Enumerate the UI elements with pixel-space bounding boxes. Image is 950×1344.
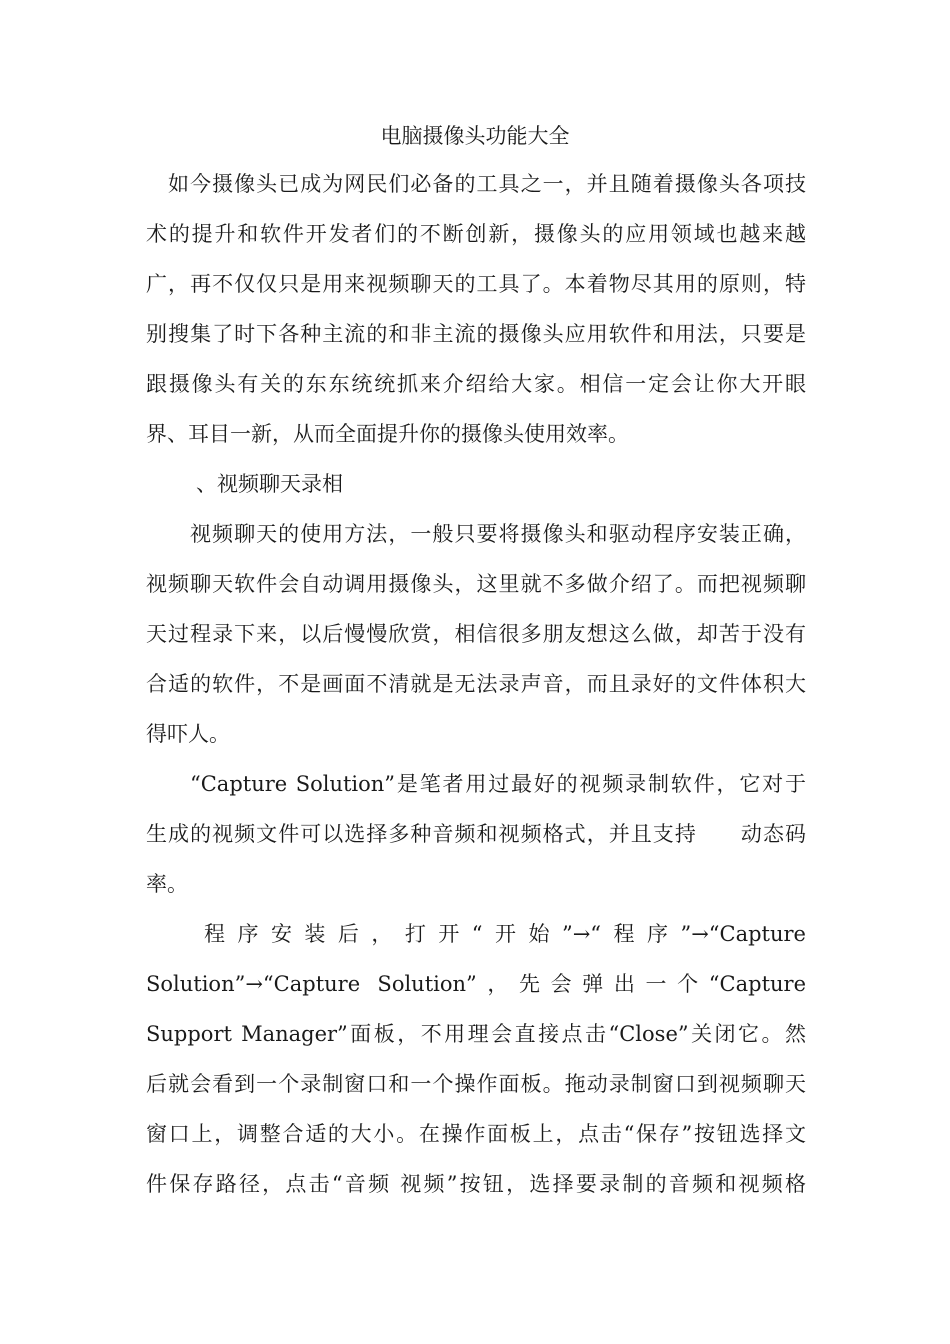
paragraph-line: “Capture Solution”是笔者用过最好的视频录制软件，它对于 — [190, 772, 806, 796]
paragraph-line: 广，再不仅仅只是用来视频聊天的工具了。本着物尽其用的原则，特 — [146, 272, 806, 296]
paragraph-line: 程序安装后，打开“开始”→“程序”→“Capture — [204, 922, 806, 946]
paragraph-line: 术的提升和软件开发者们的不断创新，摄像头的应用领域也越来越 — [146, 222, 806, 246]
paragraph-line: 窗口上，调整合适的大小。在操作面板上，点击“保存”按钮选择文 — [146, 1122, 806, 1146]
paragraph-line: 如今摄像头已成为网民们必备的工具之一，并且随着摄像头各项技 — [168, 172, 806, 196]
paragraph-line: 生成的视频文件可以选择多种音频和视频格式，并且支持 动态码 — [146, 822, 806, 846]
paragraph-line: 合适的软件，不是画面不清就是无法录声音，而且录好的文件体积大 — [146, 672, 806, 696]
document-title: 电脑摄像头功能大全 — [380, 124, 570, 148]
section-heading: 、视频聊天录相 — [196, 472, 343, 496]
paragraph-line: 得吓人。 — [146, 722, 230, 746]
paragraph-line: 别搜集了时下各种主流的和非主流的摄像头应用软件和用法，只要是 — [146, 322, 806, 346]
paragraph-line: 后就会看到一个录制窗口和一个操作面板。拖动录制窗口到视频聊天 — [146, 1072, 806, 1096]
paragraph-line: 件保存路径，点击“音频 视频”按钮，选择要录制的音频和视频格 — [146, 1172, 806, 1196]
paragraph-line: 率。 — [146, 872, 188, 896]
paragraph-line: 跟摄像头有关的东东统统抓来介绍给大家。相信一定会让你大开眼 — [146, 372, 806, 396]
paragraph-line: Solution”→“Capture Solution”，先会弹出一个“Capture — [146, 972, 806, 996]
paragraph-line: 视频聊天软件会自动调用摄像头，这里就不多做介绍了。而把视频聊 — [146, 572, 806, 596]
paragraph-line: 天过程录下来，以后慢慢欣赏，相信很多朋友想这么做，却苦于没有 — [146, 622, 806, 646]
paragraph-line: 界、耳目一新，从而全面提升你的摄像头使用效率。 — [146, 422, 629, 446]
paragraph-line: 视频聊天的使用方法，一般只要将摄像头和驱动程序安装正确， — [190, 522, 806, 546]
paragraph-line: Support Manager”面板，不用理会直接点击“Close”关闭它。然 — [146, 1022, 806, 1046]
